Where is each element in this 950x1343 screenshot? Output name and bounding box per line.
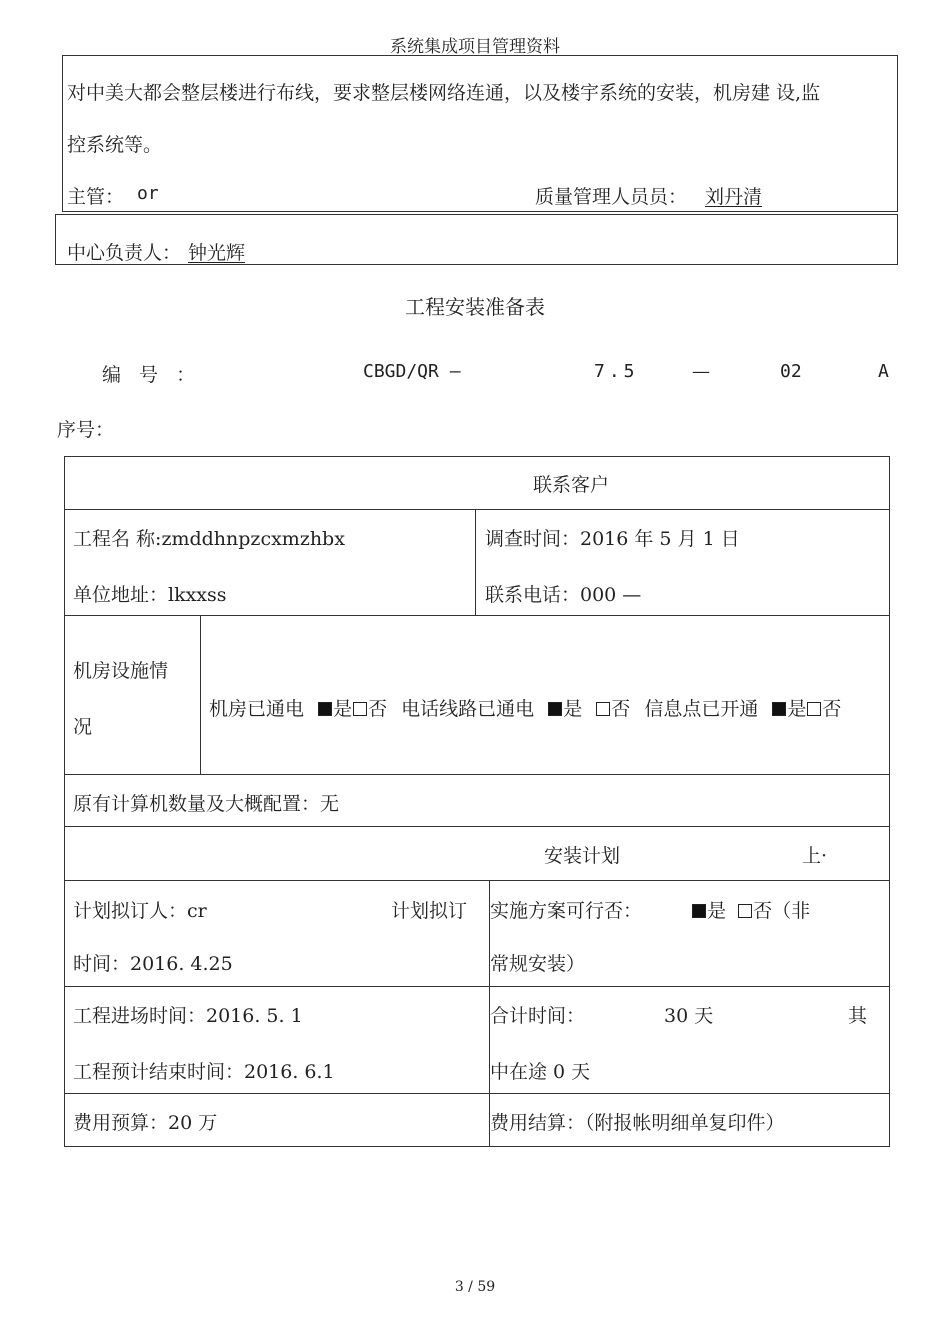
form-code-label: 编 号 ： [102,364,202,386]
room-powered-label: 机房已通电 [209,698,305,720]
install-plan-mark: 上· [802,845,828,867]
info-point-open-label: 信息点已开通 [644,698,759,720]
form-code-part-1: CBGD/QR — [363,361,461,382]
total-time-value: 30 天 [664,1005,714,1027]
transit-days: 中在途 0 天 [490,1061,591,1083]
info-point-no-label: 否 [822,698,842,720]
plan-time-value: 时间：2016. 4.25 [73,953,233,975]
room-powered-yes-label: 是 [333,698,353,720]
room-facility-options [209,694,841,721]
project-name: 工程名 称:zmddhnpzcxmzhbx [73,528,345,550]
feasibility-label: 实施方案可行否： [490,900,643,922]
feasibility-yes-checkbox[interactable] [692,904,706,918]
planner: 计划拟订人：cr [73,900,207,922]
project-entry-time: 工程进场时间：2016. 5. 1 [73,1005,303,1027]
page-number: 3 / 59 [454,1279,496,1295]
feasibility-no-checkbox[interactable] [738,904,752,918]
cost-budget: 费用预算：20 万 [73,1112,218,1134]
room-powered-no-checkbox[interactable] [353,702,367,716]
form-code-dash: — [692,361,710,382]
supervisor-label: 主管： [67,186,125,208]
feasibility-line-2: 常规安装） [490,953,586,975]
phone-line-powered-label: 电话线路已通电 [401,698,535,720]
phone-line-yes-label: 是 [563,698,583,720]
room-powered-no-label: 否 [368,698,388,720]
form-title: 工程安装准备表 [405,295,545,319]
contact-phone: 联系电话：000 — [485,584,642,606]
center-lead-box [55,214,898,265]
total-time-tail: 其 [848,1005,868,1027]
room-powered-yes-checkbox[interactable] [318,702,332,716]
description-line-2: 控系统等。 [67,134,163,156]
cost-settlement: 费用结算：（附报帐明细单复印件） [490,1112,785,1134]
existing-computers: 原有计算机数量及大概配置：无 [73,793,340,815]
room-facility-label-1: 机房设施情 [73,660,169,682]
room-facility-label-2: 况 [73,716,93,738]
center-lead-value: 钟光辉 [188,242,246,264]
contact-customer-header: 联系客户 [533,474,610,496]
description-line-1: 对中美大都会整层楼进行布线，要求整层楼网络连通，以及楼宇系统的安装，机房建 设,监 [67,82,821,104]
feasibility-yes-label: 是 [707,900,727,922]
info-point-yes-checkbox[interactable] [772,702,786,716]
install-plan-header: 安装计划 [544,845,621,867]
info-point-no-checkbox[interactable] [807,702,821,716]
phone-line-yes-checkbox[interactable] [548,702,562,716]
feasibility [490,896,810,923]
qa-person-value: 刘丹清 [705,186,763,208]
survey-time: 调查时间：2016 年 5 月 1 日 [485,528,740,550]
phone-line-no-checkbox[interactable] [596,702,610,716]
qa-person-label: 质量管理人员员： [535,186,688,208]
phone-line-no-label: 否 [611,698,631,720]
serial-label: 序号： [57,419,115,441]
info-point-yes-label: 是 [787,698,807,720]
unit-address: 单位地址：lkxxss [73,584,227,606]
form-code-part-2: 7.5 [594,361,639,382]
project-end-time: 工程预计结束时间：2016. 6.1 [73,1061,335,1083]
plan-time-label: 计划拟订 [391,900,468,922]
feasibility-no-label: 否（非 [753,900,811,922]
supervisor-value: or [137,183,159,204]
center-lead-label: 中心负责人： [67,242,182,264]
page-header-title: 系统集成项目管理资料 [390,37,560,57]
form-code-part-4: A [878,361,889,382]
form-code-part-3: 02 [780,361,802,382]
total-time-label: 合计时间： [490,1005,586,1027]
